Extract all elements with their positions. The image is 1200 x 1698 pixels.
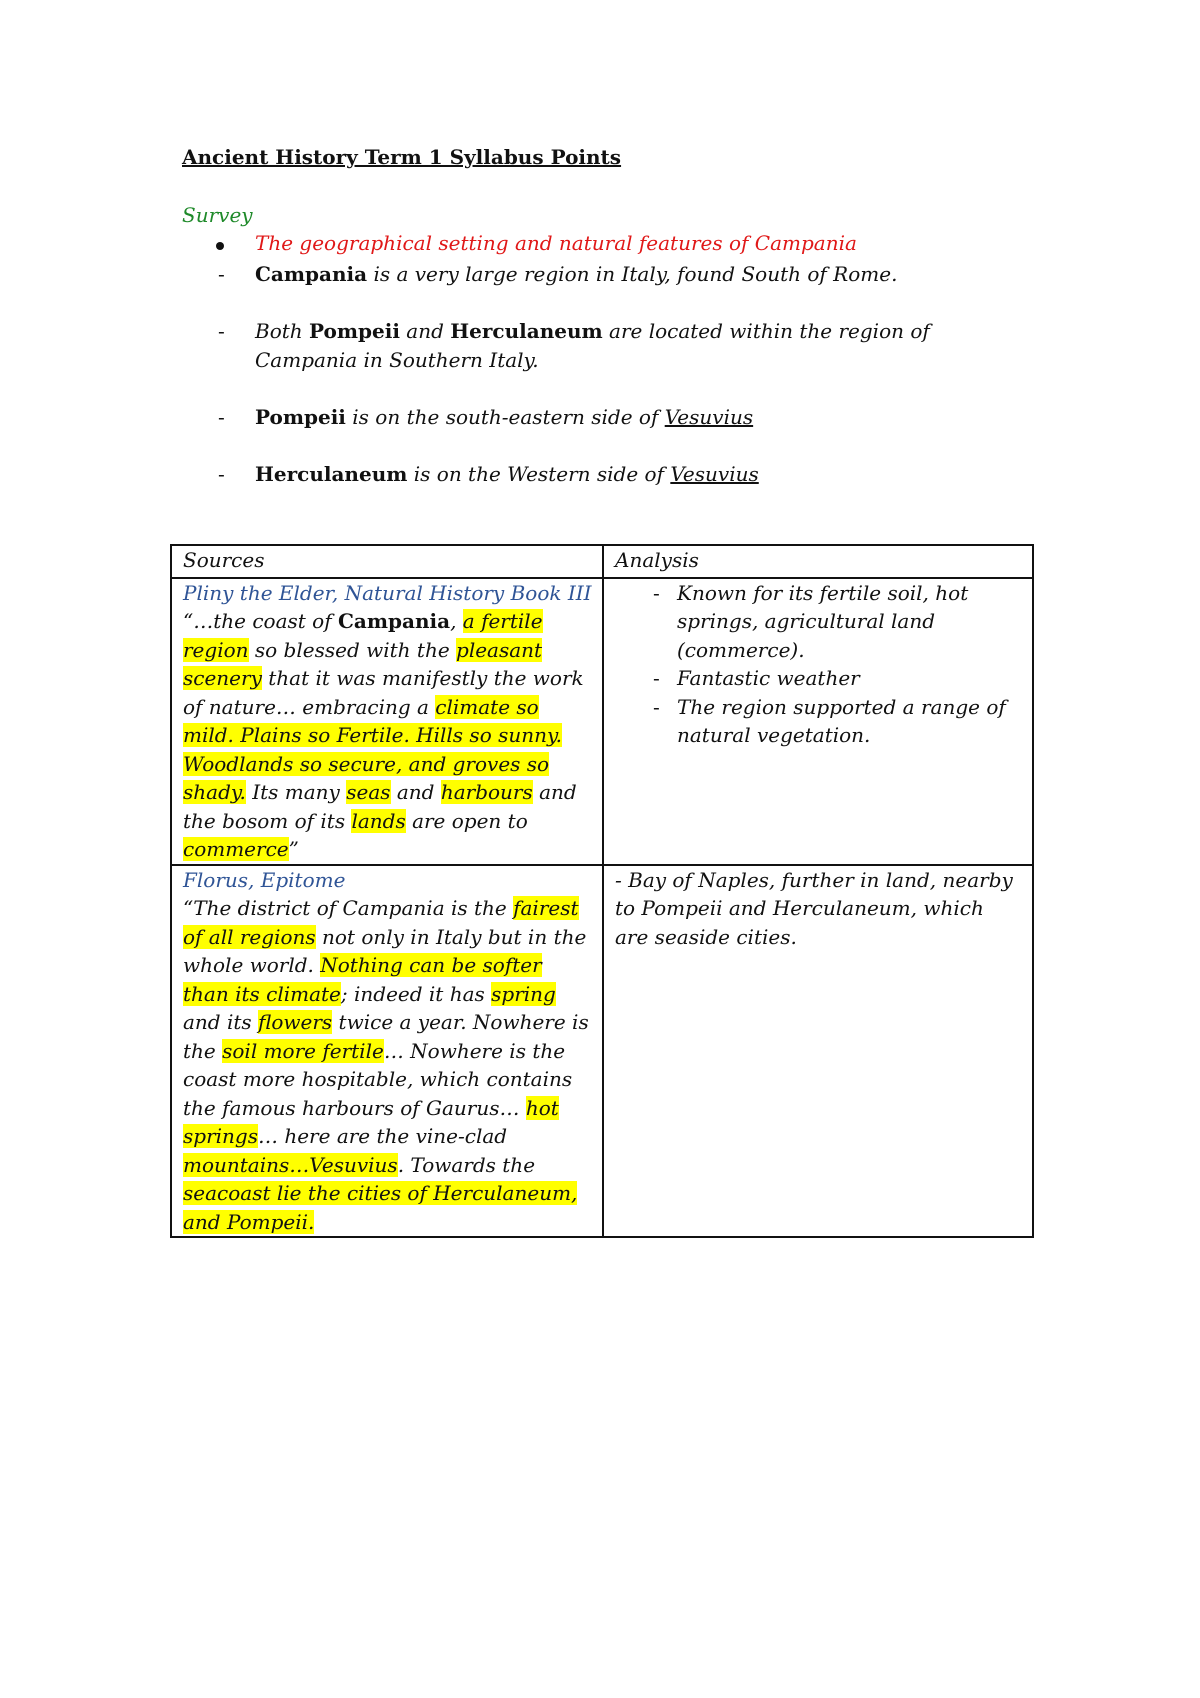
header-analysis: Analysis bbox=[603, 545, 1033, 578]
table-row bbox=[171, 865, 1033, 1238]
quote-text: and its bbox=[183, 1010, 259, 1034]
quote-text: . Towards the bbox=[397, 1152, 536, 1177]
quote-text: Its many bbox=[245, 780, 347, 804]
analysis-item bbox=[615, 579, 1022, 665]
dash-marker: - bbox=[653, 580, 660, 605]
quote-text: “…the coast of bbox=[183, 609, 338, 633]
list-item-herculaneum-location bbox=[255, 460, 759, 489]
analysis-text: Fantastic weather bbox=[677, 666, 860, 690]
quote-text: ” bbox=[288, 837, 299, 861]
quote-text: and bbox=[390, 780, 441, 804]
source-cell-pliny bbox=[171, 578, 603, 865]
quote-text: “The district of Campania is the bbox=[183, 896, 514, 920]
source-quote bbox=[183, 607, 592, 864]
dash-marker: - bbox=[218, 319, 225, 343]
bold-term: Herculaneum bbox=[450, 319, 603, 343]
bold-term: Pompeii bbox=[255, 405, 346, 429]
underlined-term: Vesuvius bbox=[664, 405, 754, 429]
list-item-campania bbox=[255, 260, 897, 289]
source-quote bbox=[183, 894, 592, 1236]
highlighted-text: spring bbox=[491, 981, 556, 1006]
bullet-icon bbox=[216, 242, 224, 250]
source-name: Pliny the Elder, Natural History Book III bbox=[183, 580, 592, 605]
item-text: and bbox=[399, 319, 451, 343]
item-text: are located within the region of bbox=[602, 319, 930, 343]
highlighted-text: flowers bbox=[258, 1010, 333, 1034]
analysis-item bbox=[615, 664, 1022, 693]
dash-marker: - bbox=[218, 262, 225, 286]
highlighted-text: mountains…Vesuvius bbox=[183, 1152, 398, 1177]
table-header-row bbox=[171, 545, 1033, 578]
item-text: Both bbox=[255, 319, 310, 343]
source-name: Florus, Epitome bbox=[183, 867, 346, 892]
quote-text: are open to bbox=[405, 808, 528, 833]
quote-text: and the bosom of its bbox=[183, 780, 577, 833]
highlighted-text: lands bbox=[351, 808, 406, 833]
list-item-pompeii-herculaneum bbox=[255, 317, 930, 375]
highlighted-text: harbours bbox=[440, 780, 533, 804]
analysis-cell-florus bbox=[603, 865, 1033, 1238]
bold-term: Herculaneum bbox=[255, 462, 408, 486]
quote-text: … here are the vine-clad bbox=[257, 1124, 508, 1148]
list-item-pompeii-location bbox=[255, 403, 753, 432]
highlighted-text: a fertile region bbox=[183, 609, 543, 662]
highlighted-text: seacoast lie the cities of Herculaneum, and Pompeii. bbox=[183, 1181, 578, 1234]
bold-term: Campania bbox=[255, 262, 368, 286]
section-heading-survey: Survey bbox=[182, 203, 253, 227]
quote-text: … Nowhere is the coast more hospitable, which contains the famous harbours of Gaurus… bbox=[183, 1038, 573, 1120]
table-row bbox=[171, 578, 1033, 865]
analysis-text: Known for its fertile soil, hot springs, agricultural land (commerce). bbox=[677, 580, 969, 662]
analysis-text: - Bay of Naples, further in land, nearby to Pompeii and Herculaneum, which are seaside cities. bbox=[615, 867, 1013, 949]
highlighted-text: soil more fertile bbox=[222, 1038, 384, 1063]
highlighted-text: seas bbox=[346, 780, 391, 804]
analysis-text: The region supported a range of natural vegetation. bbox=[677, 694, 1006, 747]
highlighted-text: commerce bbox=[183, 837, 289, 861]
highlighted-text: hot springs bbox=[183, 1095, 559, 1148]
quote-text: so blessed with the bbox=[248, 637, 457, 662]
bold-term: Pompeii bbox=[309, 319, 400, 343]
highlighted-text: pleasant scenery bbox=[183, 637, 543, 690]
underlined-term: Vesuvius bbox=[670, 462, 759, 486]
quote-text: , bbox=[450, 609, 463, 633]
quote-text: that it was manifestly the work of nature… embracing a bbox=[183, 666, 584, 719]
syllabus-bullet-point: The geographical setting and natural features of Campania bbox=[255, 231, 857, 255]
header-sources: Sources bbox=[171, 545, 603, 578]
dash-marker: - bbox=[218, 405, 225, 429]
source-cell-florus bbox=[171, 865, 603, 1238]
dash-marker: - bbox=[653, 666, 660, 690]
sources-analysis-table bbox=[170, 544, 1034, 1238]
highlighted-text: climate so mild. Plains so Fertile. Hills so sunny. Woodlands so secure, and groves so shady. bbox=[183, 694, 562, 804]
analysis-item bbox=[615, 693, 1022, 750]
item-text: Campania in Southern Italy. bbox=[255, 348, 539, 372]
document-title: Ancient History Term 1 Syllabus Points bbox=[182, 145, 622, 169]
bold-term: Campania bbox=[337, 609, 451, 633]
highlighted-text: fairest of all regions bbox=[183, 896, 579, 949]
quote-text: twice a year. Nowhere is the bbox=[183, 1010, 589, 1063]
quote-text: ; indeed it has bbox=[340, 981, 492, 1006]
quote-text: not only in Italy but in the whole world. bbox=[183, 924, 587, 977]
dash-marker: - bbox=[218, 462, 225, 486]
analysis-cell-pliny bbox=[603, 578, 1033, 865]
item-text: is on the south-eastern side of bbox=[345, 405, 665, 429]
dash-marker: - bbox=[653, 694, 660, 719]
highlighted-text: Nothing can be softer than its climate bbox=[183, 953, 542, 1006]
item-text: is on the Western side of bbox=[407, 462, 671, 486]
item-text: is a very large region in Italy, found South of Rome. bbox=[367, 262, 898, 286]
